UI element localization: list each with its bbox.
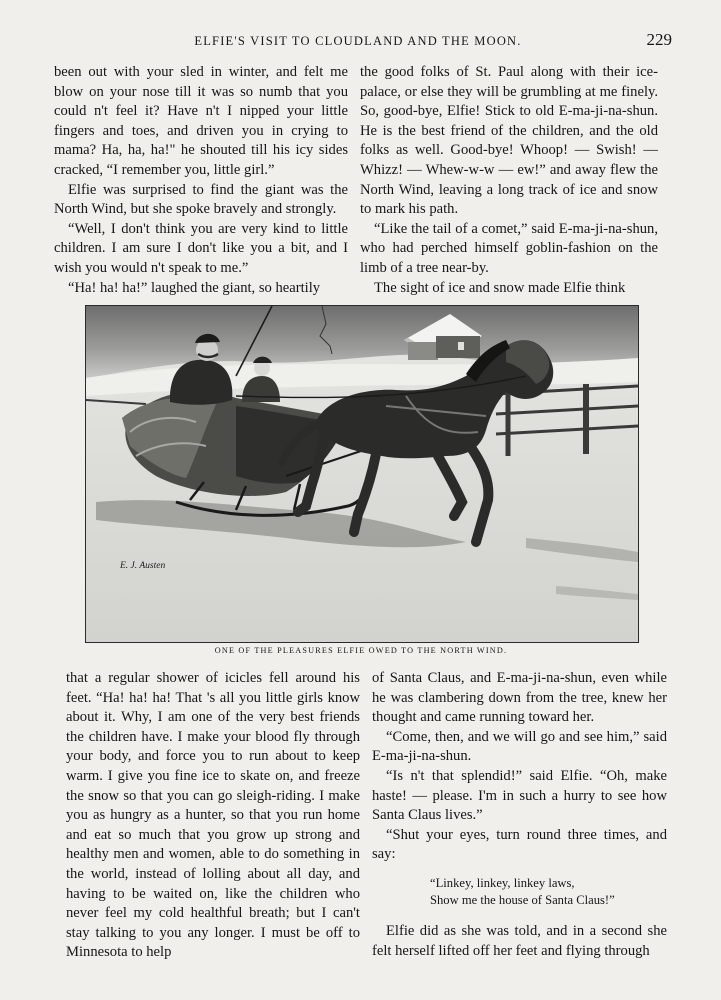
page-number: 229 [646,30,672,49]
paragraph: “Ha! ha! ha!” laughed the giant, so heartily [68,279,321,296]
paragraph: of Santa Claus, and E-ma-ji-na-shun, even while he was clambering down from the tree, knew her thought and came running toward her. [372,670,667,726]
paragraph: “Shut your eyes, turn round three times, and say: [372,826,667,863]
paragraph: “Come, then, and we will go and see him,” said E-ma-ji-na-shun. [372,728,667,765]
paragraph: “Like the tail of a comet,” said E-ma-ji-na-shun, who had perched himself goblin-fashion on the limb of a tree near-by. [360,220,658,276]
verse-line: Show me the house of Santa Claus!” [430,892,615,907]
paragraph: The sight of ice and snow made Elfie think [374,279,626,296]
sleigh-engraving [86,306,638,642]
paragraph: the good folks of St. Paul along with their ice-palace, or else they will be grumbling at me finely. So, good-bye, Elfie! Stick to old E-ma-ji-na-shun. He is the best friend of the children, and the old folks as well. Good-bye! Whoop! — Swish! — Whizz! — Whew-w-w — ew!” and away flew the North Wind, leaving a long track of ice and snow to mark his path. [360,64,658,218]
paragraph: been out with your sled in winter, and felt me blow on your nose till it was so numb that you could n't feel it? Have n't I nipped your little fingers and toes, and driven you in crying to mama? Ha, ha, ha!" he shouted till his icy sides cracked, “I remember you, little girl.” [54,64,348,178]
artist-signature: E. J. Austen [120,561,166,571]
illustration-caption: ONE OF THE PLEASURES ELFIE OWED TO THE NORTH WIND. [214,646,508,655]
paragraph: that a regular shower of icicles fell around his feet. “Ha! ha! ha! That 's all you little girls know about it. Why, I am one of the very best friends the children have. I make your blood fly through your body, and force you to run about to keep warm. I give you fine ice to skate on, and freeze the snow so that you can go sleigh-riding. I make you as hungry as a hunter, so that you run home and eat so much that you grow up strong and healthy men and women, able to do something in the world, instead of lolling about all day, and having to be waited on, like the children who never feel my cold healthful breath; but I can't stay talking to you any longer. I must be off to Minnesota to help [66,670,360,961]
paragraph: “Is n't that splendid!” said Elfie. “Oh, make haste! — please. I'm in such a hurry to see how Santa Claus lives.” [372,767,667,824]
running-title: ELFIE'S VISIT TO CLOUDLAND AND THE MOON. [194,34,522,48]
paragraph: Elfie did as she was told, and in a second she felt herself lifted off her feet and flying through [372,922,667,959]
text-column-bottom-right [372,669,667,961]
verse [430,875,667,909]
paragraph: Elfie was surprised to find the giant was the North Wind, but she spoke bravely and strongly. [54,181,348,218]
text-column-bottom-left [66,669,360,963]
verse-line: “Linkey, linkey, linkey laws, [430,875,575,890]
text-column-top-left [54,63,348,298]
text-column-top-right [360,63,658,298]
paragraph: “Well, I don't think you are very kind to little children. I am sure I don't like you a bit, and I wish you would n't speak to me.” [54,220,348,276]
sleigh-illustration [85,305,639,643]
page-header [52,30,672,56]
